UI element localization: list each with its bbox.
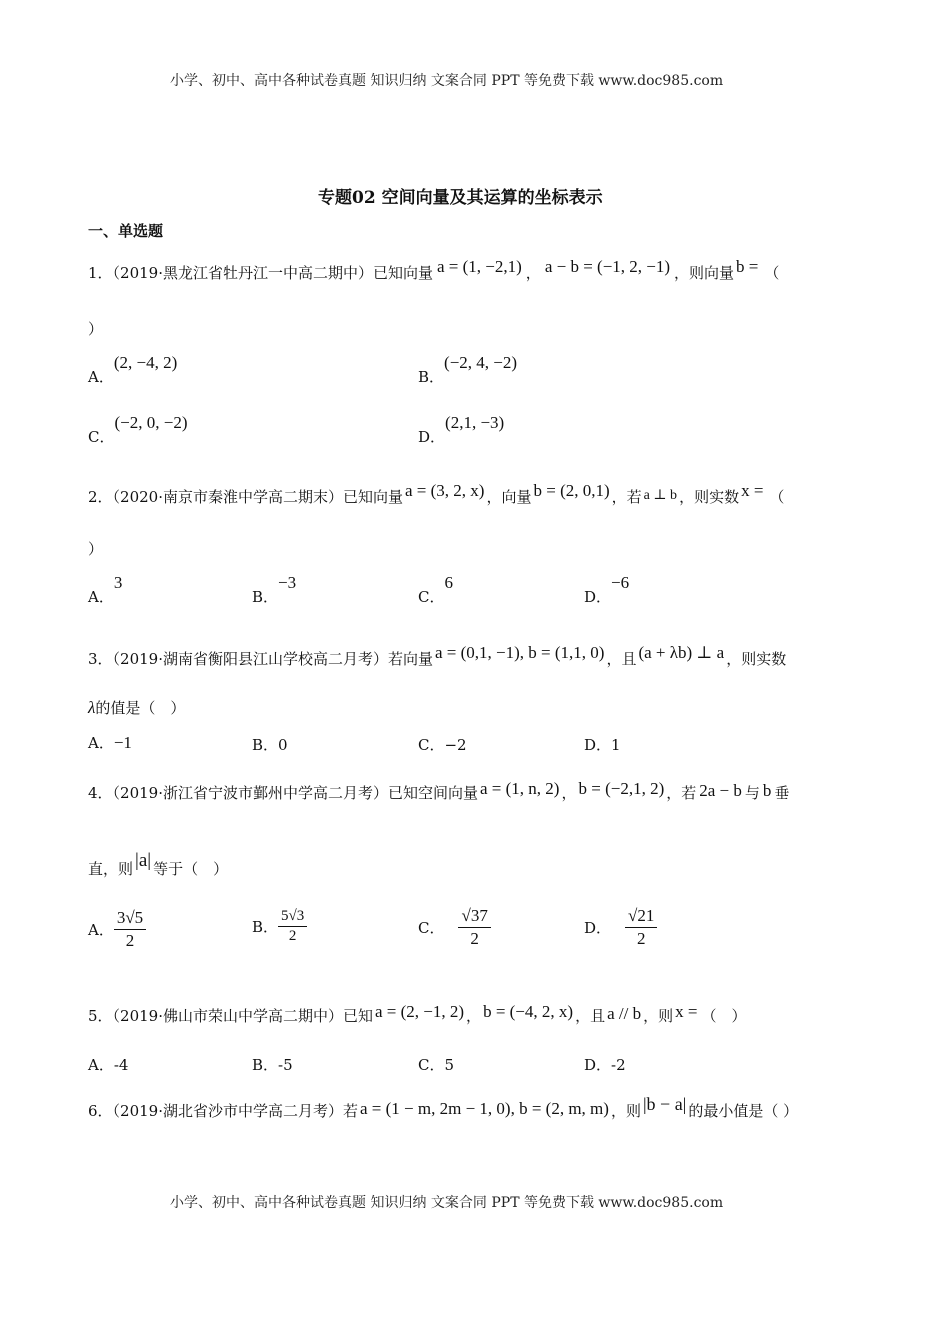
option-label: B．: [252, 588, 279, 606]
math-expression: λ: [88, 698, 96, 717]
question-4: 4．（2019·浙江省宁波市鄞州中学高二月考）已知空间向量 a = (1, n, 2) ， b = (−2,1, 2) ，若 2a − b 与 b 垂: [88, 779, 790, 802]
option-value: (−2, 4, −2): [444, 353, 518, 372]
math-expression: a // b: [607, 1004, 642, 1023]
question-number: 1．: [88, 264, 113, 282]
fraction-denominator: 2: [636, 929, 646, 948]
option-label: C．: [418, 919, 445, 937]
math-expression: |a|: [135, 850, 152, 871]
option-value: (−2, 0, −2): [114, 413, 188, 432]
question-text: ，则实数: [679, 488, 740, 506]
question-text: ，则实数: [726, 650, 787, 668]
option-d[interactable]: [418, 412, 505, 446]
math-expression: a = (2, −1, 2): [375, 1002, 465, 1021]
math-expression: 2a − b: [699, 781, 742, 800]
math-expression: b: [762, 781, 772, 800]
option-label: C．: [418, 736, 445, 754]
option-label: C．: [418, 588, 445, 606]
option-label: A．: [88, 368, 114, 386]
fraction-numerator: 5√3: [278, 908, 307, 927]
option-value: 6: [444, 573, 453, 592]
question-text: （2020·南京市秦淮中学高二期末）已知向量: [112, 488, 403, 506]
math-expression: a = (1, n, 2): [480, 779, 560, 798]
question-1-continuation: ）: [88, 320, 104, 338]
option-b[interactable]: [252, 572, 297, 606]
math-expression: a = (1 − m, 2m − 1, 0), b = (2, m, m): [360, 1099, 609, 1118]
option-label: A．: [88, 734, 114, 752]
question-text: （2019·湖北省沙市中学高二月考）若: [112, 1102, 358, 1120]
option-c[interactable]: [418, 734, 467, 755]
option-d[interactable]: [584, 1054, 626, 1075]
question-text: ，则: [643, 1007, 674, 1025]
option-value: -2: [611, 1056, 626, 1074]
question-number: 6．: [88, 1102, 113, 1120]
math-expression: |b − a|: [642, 1094, 687, 1114]
math-expression: b =: [736, 257, 759, 276]
question-number: 4．: [88, 784, 113, 802]
fraction-denominator: 2: [288, 928, 297, 944]
option-label: D．: [584, 919, 612, 937]
option-label: D．: [584, 736, 612, 754]
fraction-denominator: 2: [125, 931, 135, 950]
option-label: B．: [418, 368, 445, 386]
option-c[interactable]: [418, 572, 453, 606]
question-text: 的值是（ ）: [95, 699, 186, 717]
option-value: 5: [444, 1056, 455, 1074]
question-text: （2019·佛山市荣山中学高二期中）已知: [112, 1007, 373, 1025]
option-value: -4: [113, 1056, 129, 1074]
question-text: （2019·浙江省宁波市鄞州中学高二月考）已知空间向量: [112, 784, 478, 802]
option-value: −1: [113, 733, 132, 752]
math-expression: a = (3, 2, x): [405, 481, 485, 500]
option-label: A．: [88, 1056, 114, 1074]
option-value: (2,1, −3): [445, 413, 505, 432]
question-text: ，若: [611, 488, 642, 506]
option-value: −6: [611, 573, 630, 592]
option-label: A．: [88, 921, 114, 939]
question-number: 5．: [88, 1007, 113, 1025]
option-b[interactable]: [418, 352, 518, 386]
question-5: 5．（2019·佛山市荣山中学高二期中）已知 a = (2, −1, 2) ， b = (−4, 2, x) ，且 a // b ，则 x = （ ）: [88, 1002, 747, 1025]
question-1: 1．（2019·黑龙江省牡丹江一中高二期中）已知向量 a = (1, −2,1) ， a − b = (−1, 2, −1) ，则向量 b = （: [88, 257, 780, 282]
option-c[interactable]: [418, 906, 491, 949]
math-expression: a − b = (−1, 2, −1): [544, 257, 671, 276]
question-text: ，且: [575, 1007, 606, 1025]
fraction-numerator: √37: [458, 906, 490, 928]
option-a[interactable]: [88, 1054, 128, 1075]
option-c[interactable]: [418, 1054, 454, 1075]
page-footer: 小学、初中、高中各种试卷真题 知识归纳 文案合同 PPT 等免费下载 www.doc985.com: [170, 1195, 724, 1211]
question-text: 与: [744, 784, 760, 802]
page-header: 小学、初中、高中各种试卷真题 知识归纳 文案合同 PPT 等免费下载 www.doc985.com: [170, 73, 724, 89]
section-heading: 一、单选题: [88, 222, 164, 240]
option-value: −2: [444, 736, 467, 754]
option-label: B．: [252, 1056, 279, 1074]
option-d[interactable]: [584, 572, 630, 606]
option-d[interactable]: [584, 734, 621, 755]
question-6: [88, 1094, 799, 1121]
question-2-continuation: ）: [88, 540, 104, 558]
option-c[interactable]: [88, 412, 188, 446]
option-a[interactable]: [88, 908, 146, 951]
option-b[interactable]: [252, 734, 288, 755]
question-text: ，且: [606, 650, 637, 668]
math-expression: a ⊥ b: [643, 488, 678, 503]
option-label: D．: [418, 428, 446, 446]
math-expression: (a + λb) ⊥ a: [638, 643, 725, 662]
option-b[interactable]: [252, 1054, 293, 1075]
option-label: A．: [88, 588, 114, 606]
option-value: 3: [113, 573, 123, 592]
question-text: ，向量: [486, 488, 532, 506]
question-text: ，则向量: [674, 264, 735, 282]
math-expression: x =: [741, 481, 764, 500]
fraction-numerator: √21: [625, 906, 657, 928]
option-label: C．: [88, 428, 115, 446]
question-text: （2019·湖南省衡阳县江山学校高二月考）若向量: [112, 650, 433, 668]
option-d[interactable]: [584, 906, 657, 949]
fraction-numerator: 3√5: [114, 908, 146, 930]
option-value: 1: [611, 736, 621, 754]
option-value: −3: [278, 573, 297, 592]
option-a[interactable]: [88, 732, 132, 753]
question-3: [88, 643, 787, 669]
question-number: 2．: [88, 488, 113, 506]
option-label: C．: [418, 1056, 445, 1074]
math-expression: b = (2, 0,1): [533, 481, 610, 500]
question-text: 垂: [774, 784, 790, 802]
math-expression: b = (−4, 2, x): [483, 1002, 574, 1021]
option-b[interactable]: [252, 908, 307, 945]
question-4-continuation: [88, 850, 229, 880]
question-text: ，则: [610, 1102, 641, 1120]
option-value: (2, −4, 2): [113, 353, 178, 372]
math-expression: a = (0,1, −1), b = (1,1, 0): [435, 643, 605, 662]
option-label: D．: [584, 1056, 612, 1074]
question-text: ，若: [666, 784, 697, 802]
question-text: 直，则: [88, 860, 134, 878]
option-a[interactable]: [88, 572, 123, 606]
math-expression: a = (1, −2,1): [437, 257, 522, 276]
math-expression: x =: [675, 1002, 698, 1021]
page-title: 专题02 空间向量及其运算的坐标表示: [318, 188, 603, 208]
option-a[interactable]: [88, 352, 178, 386]
fraction-denominator: 2: [470, 929, 479, 948]
question-3-continuation: [88, 697, 185, 718]
question-text: （2019·黑龙江省牡丹江一中高二期中）已知向量: [112, 264, 433, 282]
option-label: B．: [252, 736, 279, 754]
question-text: 等于（ ）: [153, 860, 229, 878]
math-expression: b = (−2,1, 2): [578, 779, 665, 798]
option-value: -5: [278, 1056, 293, 1074]
question-text: 的最小值是（ ）: [688, 1102, 799, 1120]
option-value: 0: [278, 736, 288, 754]
option-label: B．: [252, 918, 279, 936]
question-2: 2．（2020·南京市秦淮中学高二期末）已知向量 a = (3, 2, x) ，向量 b = (2, 0,1) ，若 a ⊥ b ，则实数 x = （: [88, 481, 785, 506]
question-number: 3．: [88, 650, 113, 668]
option-label: D．: [584, 588, 612, 606]
